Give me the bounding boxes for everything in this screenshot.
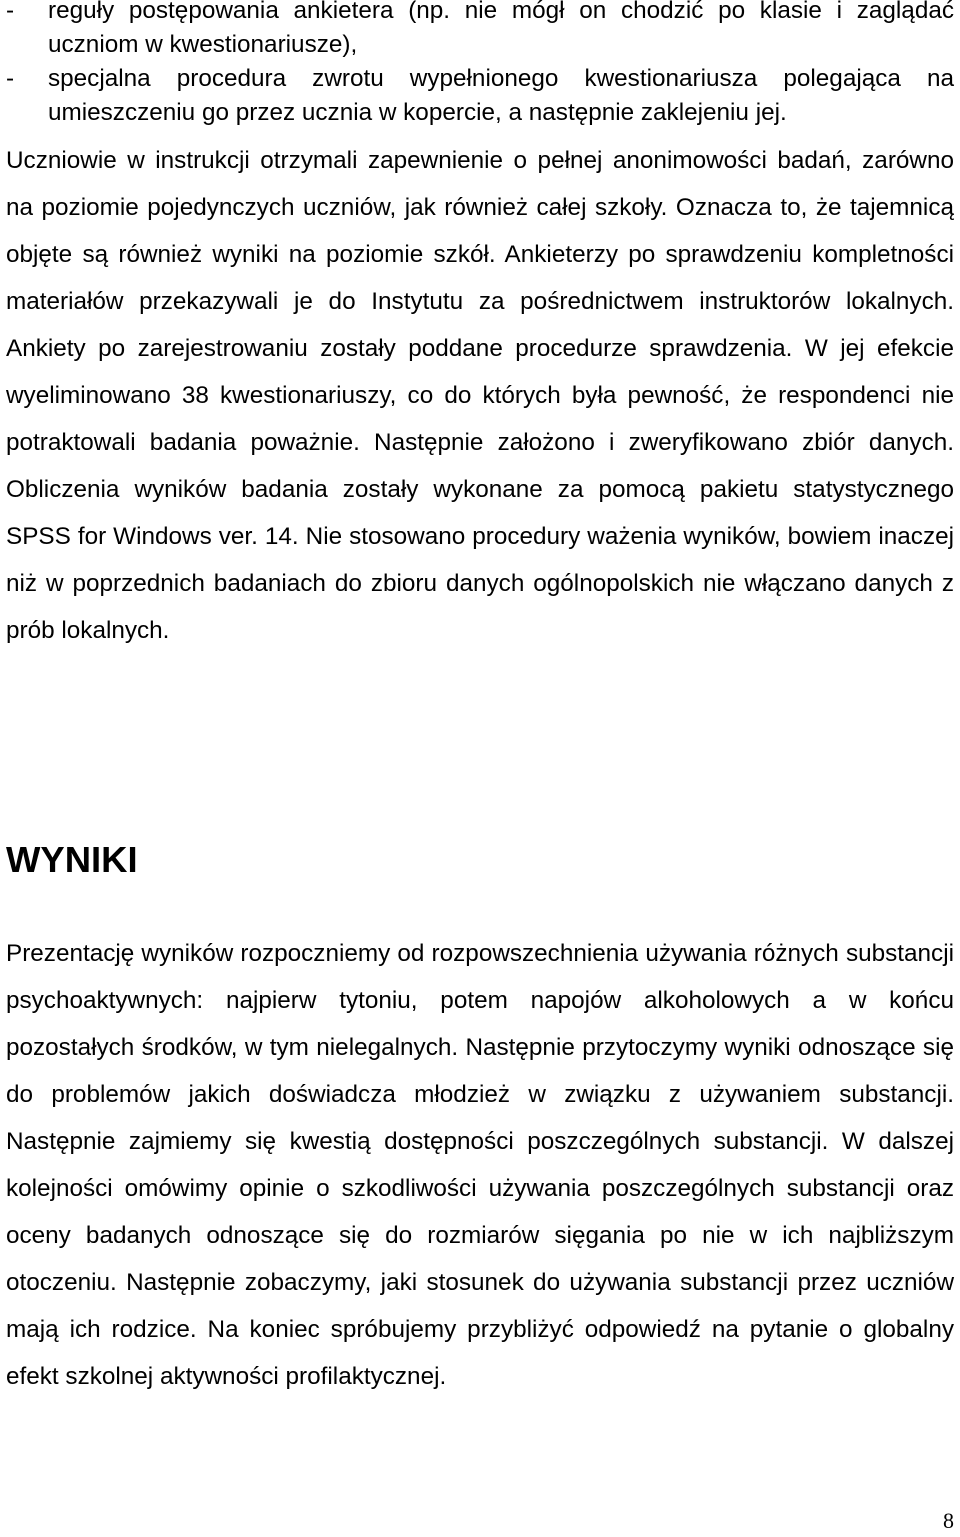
document-page [6,0,954,1390]
section-heading: WYNIKI [6,839,138,880]
body-paragraph: Prezentację wyników rozpoczniemy od rozpowszechnienia używania różnych substancji psychoaktywnych: najpierw tytoniu, potem napojów alkoholowych a w końcu pozostałych środków, w tym nielegalnych. Następnie przytoczymy wyniki odnoszące się do problemów jakich doświadcza młodzież w związku z używaniem substancji. Następnie zajmiemy się kwestią dostępności poszczególnych substancji. W dalszej kolejności omówimy opinie o szkodliwości używania poszczególnych substancji oraz oceny badanych odnoszące się do rozmiarów sięgania po nie w ich najbliższym otoczeniu. Następnie zobaczymy, jaki stosunek do używania substancji przez uczniów mają ich rodzice. Na koniec spróbujemy przybliżyć odpowiedź na pytanie o globalny efekt szkolnej aktywności profilaktycznej. [6,940,954,1390]
list-marker: - [6,65,15,92]
list-item [6,0,954,62]
list-marker: - [6,0,15,24]
list-item-text: reguły postępowania ankietera (np. nie mógł on chodzić po klasie i zaglądać uczniom w kwestionariusze), [48,0,954,58]
page-number: 8 [943,1508,954,1533]
list-item-text: specjalna procedura zwrotu wypełnionego kwestionariusza polegająca na umieszczeniu go przez ucznia w kopercie, a następnie zaklejeniu jej. [48,65,954,126]
body-paragraph: Uczniowie w instrukcji otrzymali zapewnienie o pełnej anonimowości badań, zarówno na poziomie pojedynczych uczniów, jak również całej szkoły. Oznacza to, że tajemnicą objęte są również wyniki na poziomie szkół. Ankieterzy po sprawdzeniu kompletności materiałów przekazywali je do Instytutu za pośrednictwem instruktorów lokalnych. Ankiety po zarejestrowaniu zostały poddane procedurze sprawdzenia. W jej efekcie wyeliminowano 38 kwestionariuszy, co do których była pewność, że respondenci nie potraktowali badania poważnie. Następnie założono i zweryfikowano zbiór danych. Obliczenia wyników badania zostały wykonane za pomocą pakietu statystycznego SPSS for Windows ver. 14. Nie stosowano procedury ważenia wyników, bowiem inaczej niż w poprzednich badaniach do zbioru danych ogólnopolskich nie włączano danych z prób lokalnych. [6,147,954,644]
list-item [6,62,954,130]
